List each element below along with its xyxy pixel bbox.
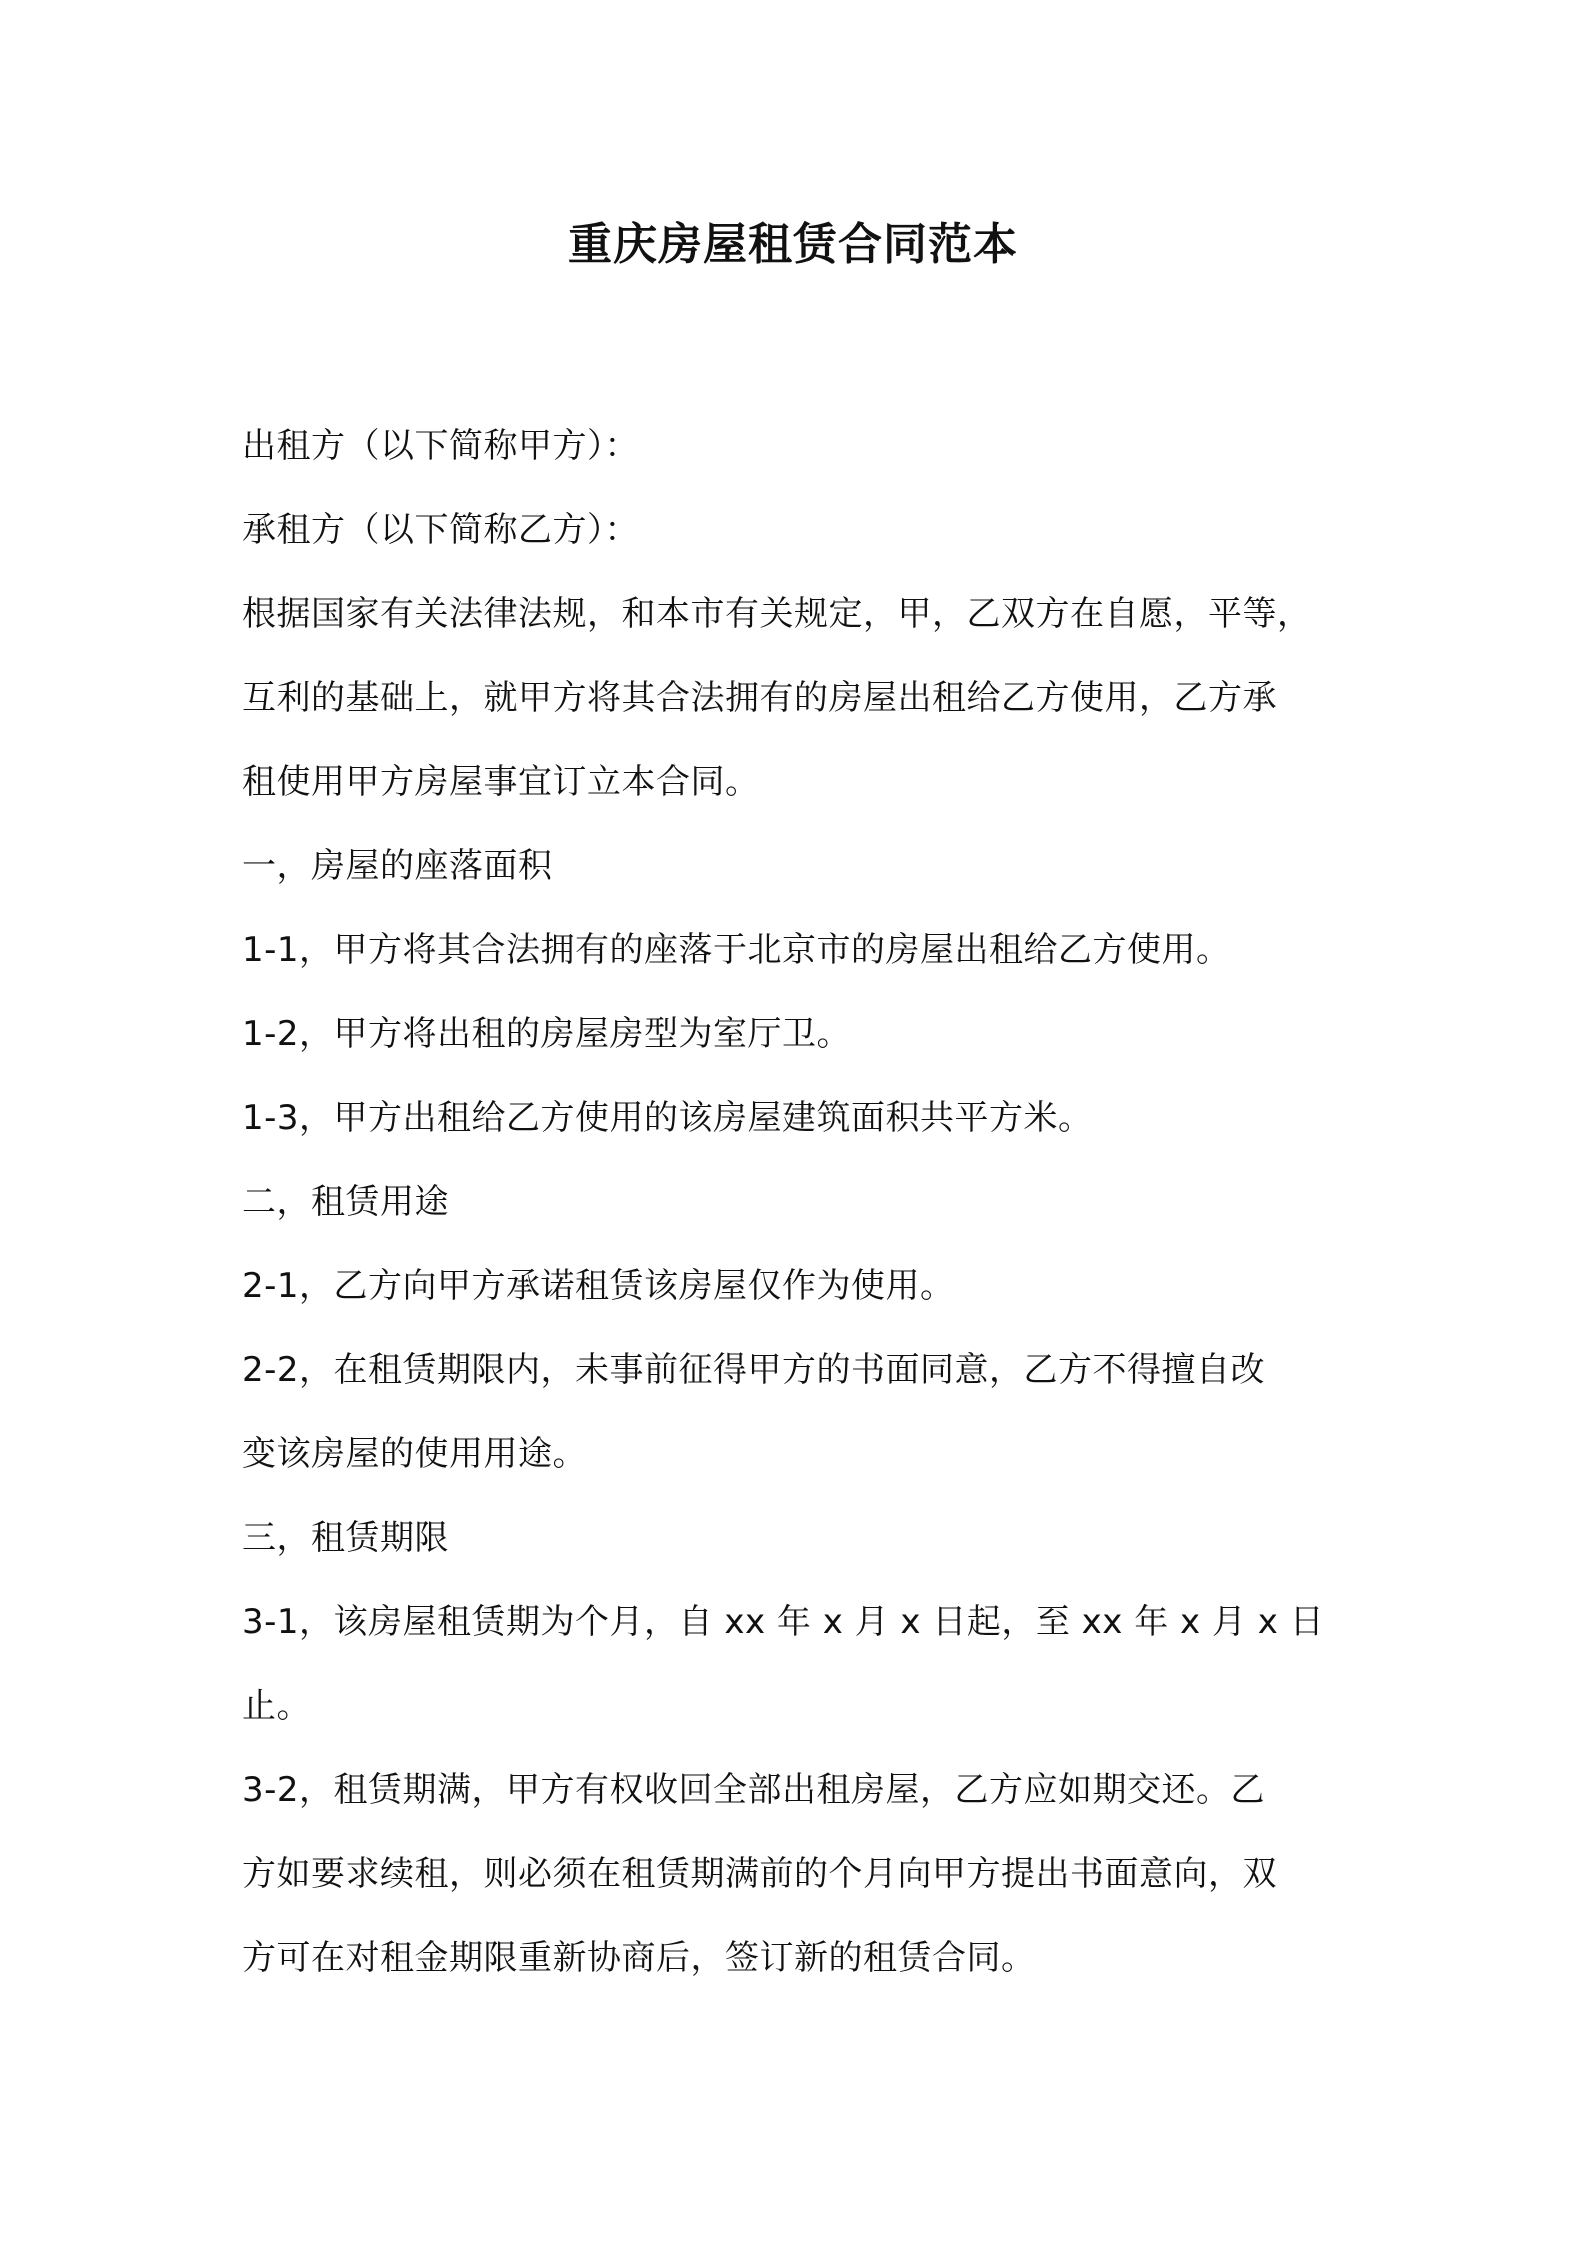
clause-2-1: 2-1，乙方向甲方承诺租赁该房屋仅作为使用。	[242, 1266, 955, 1306]
clause-3-1-line-2: 止。	[242, 1686, 311, 1726]
lessor-line: 出租方（以下简称甲方）：	[242, 426, 639, 466]
clause-1-2: 1-2，甲方将出租的房屋房型为室厅卫。	[242, 1014, 852, 1054]
document-title: 重庆房屋租赁合同范本	[568, 219, 1018, 270]
section-heading-1: 一，房屋的座落面积	[242, 846, 553, 886]
preamble-line-1: 根据国家有关法律法规，和本市有关规定，甲，乙双方在自愿，平等，	[242, 594, 1312, 634]
clause-2-2-line-2: 变该房屋的使用用途。	[242, 1434, 587, 1474]
clause-3-2-line-1: 3-2，租赁期满，甲方有权收回全部出租房屋，乙方应如期交还。乙	[242, 1770, 1266, 1810]
clause-3-2-line-3: 方可在对租金期限重新协商后，签订新的租赁合同。	[242, 1938, 1036, 1978]
preamble-line-3: 租使用甲方房屋事宜订立本合同。	[242, 762, 760, 802]
section-heading-3: 三，租赁期限	[242, 1518, 449, 1558]
preamble-line-2: 互利的基础上，就甲方将其合法拥有的房屋出租给乙方使用，乙方承	[242, 678, 1277, 718]
clause-2-2-line-1: 2-2，在租赁期限内，未事前征得甲方的书面同意，乙方不得擅自改	[242, 1350, 1266, 1390]
clause-3-1-line-1: 3-1，该房屋租赁期为个月，自 xx 年 x 月 x 日起，至 xx 年 x 月 x 日	[242, 1602, 1325, 1642]
clause-1-1: 1-1，甲方将其合法拥有的座落于北京市的房屋出租给乙方使用。	[242, 930, 1231, 970]
document-body	[242, 404, 1352, 2000]
clause-3-2-line-2: 方如要求续租，则必须在租赁期满前的个月向甲方提出书面意向，双	[242, 1854, 1277, 1894]
clause-1-3: 1-3，甲方出租给乙方使用的该房屋建筑面积共平方米。	[242, 1098, 1093, 1138]
section-heading-2: 二，租赁用途	[242, 1182, 449, 1222]
lessee-line: 承租方（以下简称乙方）：	[242, 510, 639, 550]
